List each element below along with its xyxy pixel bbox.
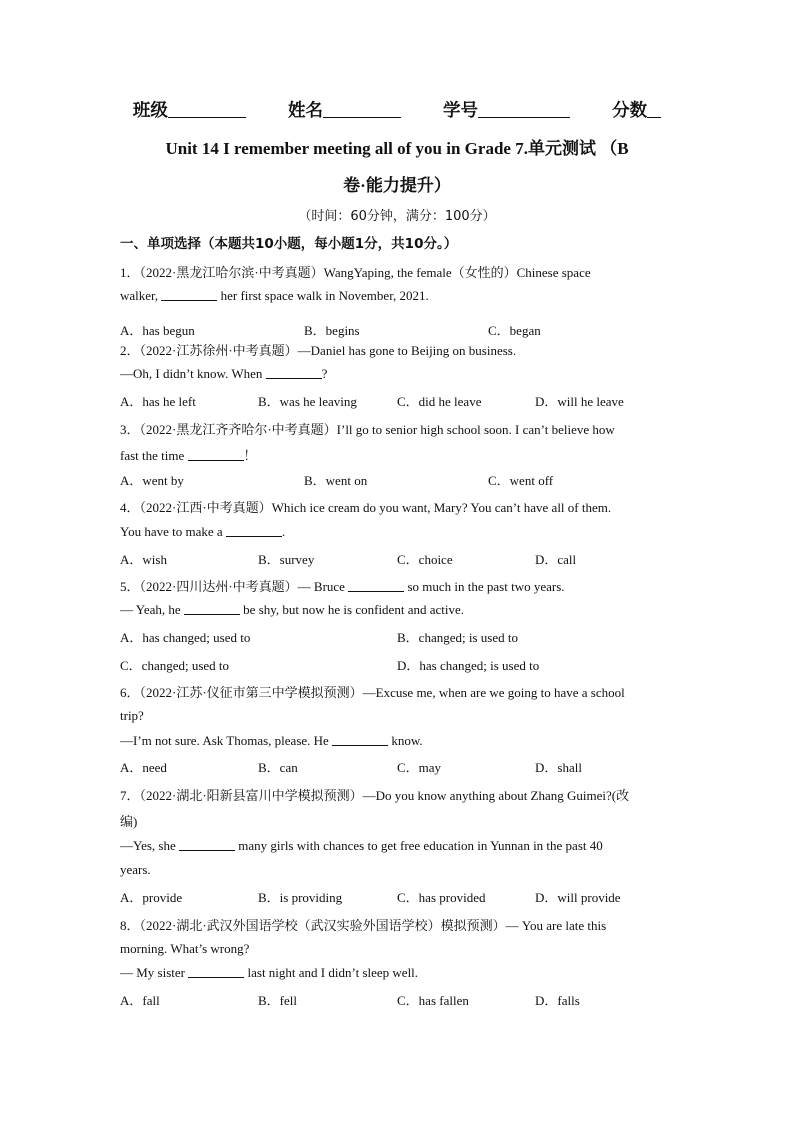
page-title-line1: Unit 14 I remember meeting all of you in Grade 7.单元测试 （B [165,139,629,158]
question-text: 6．（2022·江苏·仪征市第三中学模拟预测）—Excuse me, when are we going to have a school [120,685,625,700]
option-c: C．went off [488,473,554,488]
question-7-line [120,862,151,878]
question-8-line [120,915,606,934]
name-label: 姓名 [287,101,323,121]
student-id-field [443,101,570,121]
option-b: B．is providing [258,890,343,905]
question-text: know. [388,733,423,748]
answer-blank [161,288,217,301]
question-text: — Yeah, he [120,602,184,617]
option-a: A．fall [120,993,160,1008]
option-d: D．has changed; is used to [397,658,540,673]
question-6-line [120,682,625,701]
option-d: D．will he leave [535,394,624,409]
question-text: last night and I didn’t sleep well. [244,965,419,980]
answer-blank [188,965,244,978]
question-text: —Yes, she [120,838,179,853]
question-7-line [120,838,603,854]
question-text: 8．（2022·湖北·武汉外国语学校（武汉实验外国语学校）模拟预测）— You are late this [120,918,607,933]
question-text: morning. What’s wrong? [120,941,250,956]
answer-blank [332,733,388,746]
question-text: so much in the past two years. [404,579,565,594]
option-c: C．has provided [397,890,486,905]
question-text: ！ [243,448,257,463]
question-text: be shy, but now he is confident and active. [239,602,464,617]
question-8-line [120,965,418,981]
option-b: B．fell [258,993,297,1008]
question-text: You have to make a [120,524,226,539]
question-text: her first space walk in November, 2021. [217,288,429,303]
option-d: D．will provide [535,890,621,905]
question-text: 4．（2022·江西·中考真题）Which ice cream do you want, Mary? You can’t have all of them. [120,500,612,515]
option-a: A．has he left [120,394,196,409]
question-3-line [120,419,615,438]
option-c: C．did he leave [397,394,482,409]
question-1-line [120,262,591,281]
class-label: 班级 [132,101,168,121]
option-a: A．need [120,760,167,775]
question-8-line [120,941,249,957]
question-7-line [120,811,137,830]
option-b: B．changed; is used to [397,630,518,645]
question-4-line [120,524,285,540]
option-b: B．went on [304,473,368,488]
question-6-line [120,708,144,724]
question-4-line [120,497,611,516]
question-text: — My sister [120,965,189,980]
student-id-label: 学号 [443,101,479,121]
question-text: walker, [120,288,162,303]
score-blank [647,101,661,118]
question-5-line [120,576,565,595]
answer-blank [188,448,244,461]
answer-blank [179,838,235,851]
option-b: B．begins [304,323,360,338]
option-c: C．has fallen [397,993,469,1008]
question-text: many girls with chances to get free education in Yunnan in the past 40 [235,838,603,853]
option-a: A．has changed; used to [120,630,251,645]
option-b: B．was he leaving [258,394,357,409]
question-text: 5．（2022·四川达州·中考真题）— Bruce [120,579,349,594]
option-c: C．changed; used to [120,658,230,673]
question-text: 7．（2022·湖北·阳新县富川中学模拟预测）—Do you know anything about Zhang Guimei?(改 [120,788,630,803]
answer-blank [184,602,240,615]
question-7-line [120,785,629,804]
question-text: 2．（2022·江苏徐州·中考真题）—Daniel has gone to Beijing on business. [120,343,517,358]
section-heading: 一、单项选择（本题共10小题，每小题1分，共10分。） [120,236,458,252]
option-a: A．went by [120,473,184,488]
student-id-blank [478,101,570,118]
name-blank [323,101,401,118]
question-text: 编) [120,814,138,829]
option-c: C．may [397,760,442,775]
question-6-line [120,733,423,749]
question-3-line [120,445,257,464]
question-text: trip? [120,708,144,723]
option-a: A．has begun [120,323,195,338]
question-text: 1．（2022·黑龙江哈尔滨·中考真题）WangYaping, the female（女性的）Chinese space [120,265,591,280]
option-d: D．shall [535,760,582,775]
score-label: 分数 [612,101,648,121]
option-d: D．call [535,552,577,567]
name-field [288,101,401,121]
question-2-line [120,340,516,359]
option-a: A．wish [120,552,167,567]
option-d: D．falls [535,993,580,1008]
question-text: . [281,524,286,539]
question-2-line [120,366,327,382]
exam-info: （时间：60分钟，满分：100分） [298,209,496,224]
question-text: fast the time [120,448,188,463]
header-fields [0,97,794,122]
question-text: years. [120,862,151,877]
answer-blank [266,366,322,379]
question-text: —I’m not sure. Ask Thomas, please. He [120,733,333,748]
answer-blank [348,579,404,592]
option-c: C．choice [397,552,453,567]
class-blank [168,101,246,118]
question-1-line [120,288,429,304]
option-b: B．survey [258,552,315,567]
option-a: A．provide [120,890,183,905]
page-title-line2: 卷·能力提升） [343,176,451,195]
question-text: ? [321,366,328,381]
score-field [612,101,661,121]
question-text: —Oh, I didn’t know. When [120,366,266,381]
option-c: C．began [488,323,541,338]
question-text: 3．（2022·黑龙江齐齐哈尔·中考真题）I’ll go to senior high school soon. I can’t believe how [120,422,615,437]
option-b: B．can [258,760,298,775]
answer-blank [226,524,282,537]
question-5-line [120,602,464,618]
class-field [133,101,246,121]
